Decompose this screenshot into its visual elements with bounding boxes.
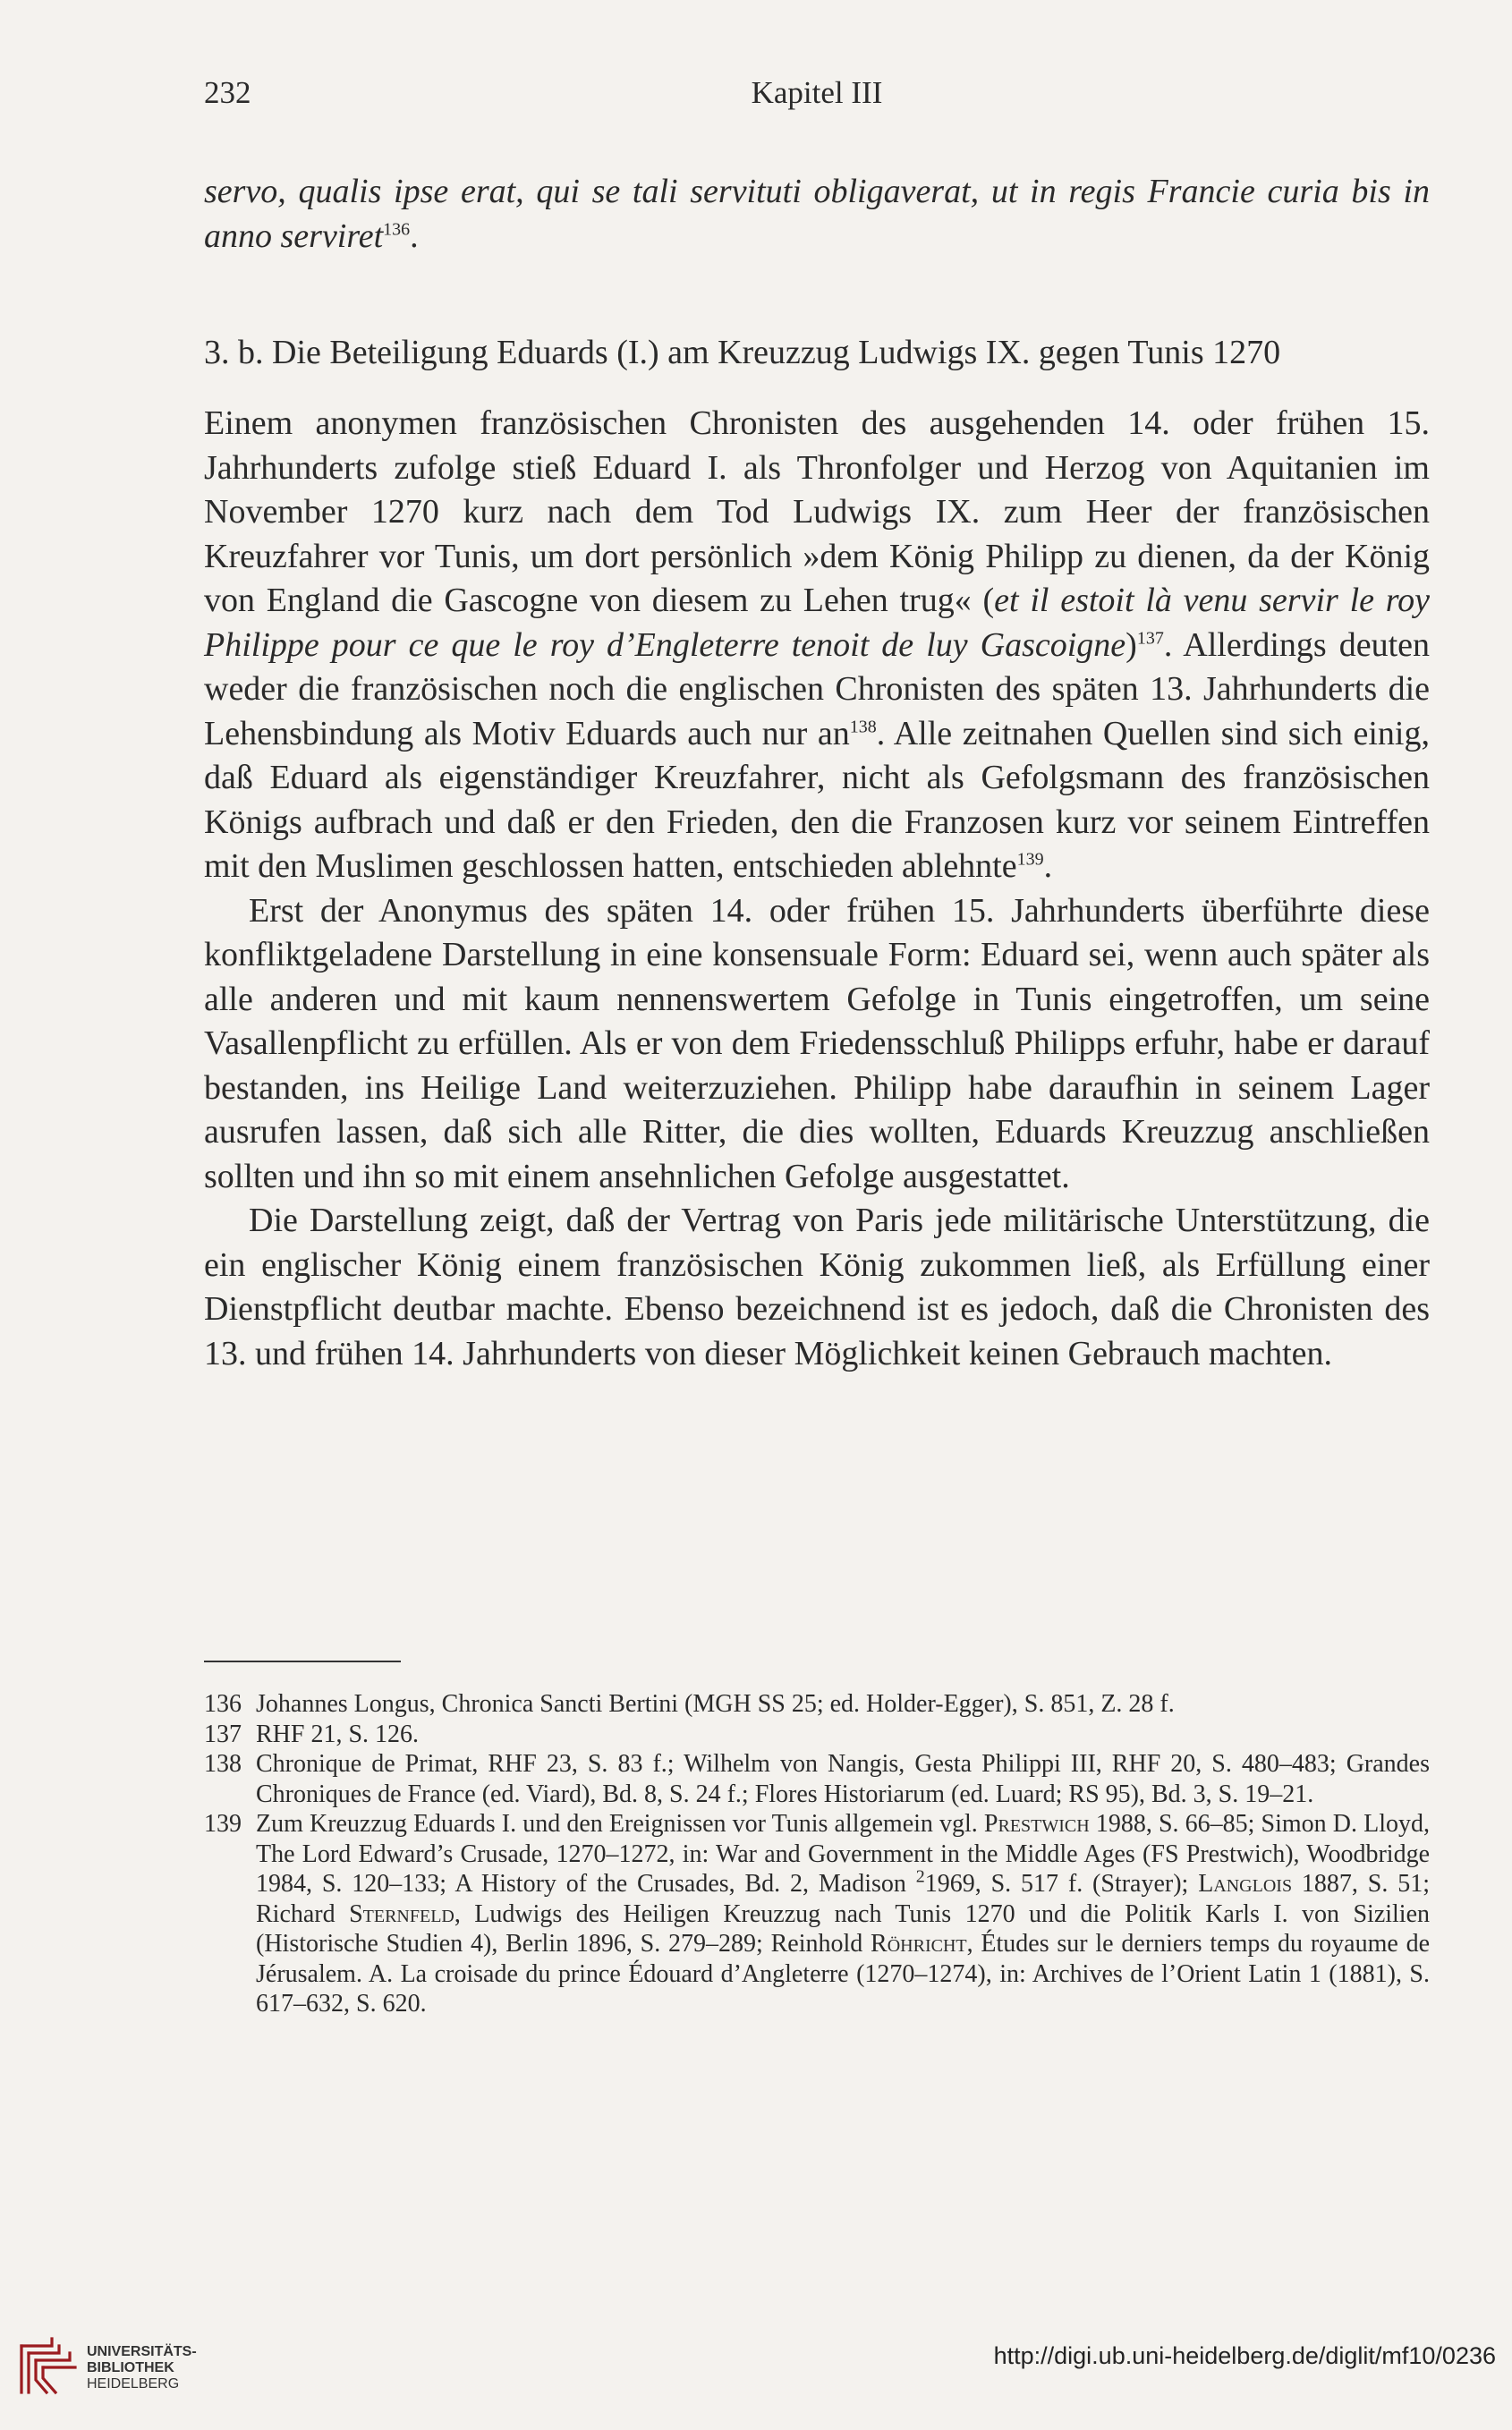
university-library-logo-icon: [16, 2333, 81, 2398]
running-head: Kapitel III: [751, 75, 883, 110]
paragraph-2: Erst der Anonymus des späten 14. oder frühen 15. Jahrhunderts überführte diese konfliktgeladene Darstellung in eine konsensuale Form: Eduard sei, wenn auch später als alle anderen und mit kaum nennenswertem Gefolge in Tunis eingetroffen, um seine Vasallenpflicht zu erfüllen. Als er von dem Friedensschluß Philipps erfuhr, habe er darauf bestanden, ins Heilige Land weiterzuziehen. Philipp habe daraufhin in seinem Lager ausrufen lassen, daß sich alle Ritter, die dies wollten, Eduards Kreuzzug anschließen sollten und ihn so mit einem ansehnlichen Gefolge ausgestattet.: [204, 891, 1430, 1195]
library-name: UNIVERSITÄTS- BIBLIOTHEK HEIDELBERG: [87, 2344, 197, 2392]
page-number: 232: [204, 75, 251, 110]
footnotes: [204, 1689, 1430, 2019]
edition-number: 2: [915, 1866, 925, 1887]
footnote-ref-136[interactable]: 136: [383, 218, 411, 239]
page-header: [204, 75, 1430, 122]
author-name: Langlois: [1198, 1870, 1293, 1898]
footnote-137: 137 RHF 21, S. 126.: [204, 1720, 420, 1748]
paragraph-1: Einem anonymen französischen Chronisten des ausgehenden 14. oder frühen 15. Jahrhunderts zufolge stieß Eduard I. als Thronfolger und Herzog von Aquitanien im November 1270 kurz nach dem Tod Ludwigs IX. zum Heer der französischen Kreuzfahrer vor Tunis, um dort persönlich »dem König Philipp zu dienen, da der König von England die Gascogne von diesem zu Lehen trug« (et il estoit là venu servir le roy Philippe pour ce que le roy d’Engleterre tenoit de luy Gascoigne)$^{137}$. Allerdings deuten weder die französischen noch die englischen Chronisten des späten 13. Jahrhunderts die Lehensbindung als Motiv Eduards auch nur $an^{138}$. Alle zeitnahen Quellen sind sich einig, daß Eduard als eigenständiger Kreuzfahrer, nicht als Gefolgsmann des französischen Königs aufbrach und daß er den Frieden, den die Franzosen kurz vor seinem Eintreffen mit den Muslimen geschlossen hatten, entschieden ablehnte$^{139}$.: [204, 404, 1431, 885]
main-text: [204, 170, 1430, 1376]
footnote-ref-138[interactable]: 138: [849, 716, 877, 736]
section-heading: 3. b. Die Beteiligung Eduards (I.) am Kreuzzug Ludwigs IX. gegen Tunis 1270: [204, 334, 1281, 371]
source-url-link[interactable]: http://digi.ub.uni-heidelberg.de/diglit/mf10/0236: [993, 2342, 1496, 2369]
footnote-138: 138 Chronique de Primat, RHF 23, S. 83 f.; Wilhelm von Nangis, Gesta Philippi III, RHF 20, S. 480–483; Grandes Chroniques de France (ed. Viard), Bd. 8, S. 24 f.; Flores Historiarum (ed. Luard; RS 95), Bd. 3, S. 19–21.: [204, 1750, 1430, 1808]
author-name: Röhricht: [871, 1930, 967, 1958]
paragraph-3: Die Darstellung zeigt, daß der Vertrag von Paris jede militärische Unterstützung, die ein englischer König einem französischen König zukommen ließ, als Erfüllung einer Dienstpflicht deutbar machte. Ebenso bezeichnend ist es jedoch, daß die Chronisten des 13. und frühen 14. Jahrhunderts von dieser Möglichkeit keinen Gebrauch machten.: [204, 1202, 1430, 1372]
footnote-139: 139 Zum Kreuzzug Eduards I. und den Ereignissen vor Tunis allgemein vgl. Prestwich 1988, S. 66–85; Simon D. Lloyd, The Lord Edward’s Crusade, 1270–1272, in: War and Government in the Middle Ages (FS Prestwich), Woodbridge 1984, S. 120–133; A History of the Crusades, Bd. 2, Madison $^2$1969, S. 517 f. (Strayer); Langlois 1887, S. 51; Richard Sternfeld, Ludwigs des Heiligen Kreuzzug nach Tunis 1270 und die Politik Karls I. von Sizilien (Historische Studien 4), Berlin 1896, S. 279–289; Reinhold Röhricht, Études sur le derniers temps du royaume de Jérusalem. A. La croisade du prince Édouard d’Angleterre (1270–1274), in: Archives de l’Orient Latin 1 (1881), S. 617–632, S. 620.: [204, 1810, 1431, 2018]
footnote-ref-137[interactable]: 137: [1136, 627, 1164, 648]
library-footer: [0, 2326, 1512, 2430]
footnote-136: 136 Johannes Longus, Chronica Sancti Bertini (MGH SS 25; ed. Holder-Egger), S. 851, Z. 28 f.: [204, 1690, 1175, 1718]
footnote-divider: [204, 1661, 401, 1662]
footnote-ref-139[interactable]: 139: [1016, 849, 1044, 870]
author-name: Sternfeld: [349, 1899, 454, 1928]
author-name: Prestwich: [983, 1810, 1090, 1838]
latin-quote-continuation: servo, qualis ipse erat, qui se tali servituti obligaverat, ut in regis Francie curia bis in anno serviret$^{136}$.: [204, 173, 1430, 255]
french-quote: et il estoit là venu servir le roy Philippe pour ce que le roy d’Engleterre tenoit de luy Gascoigne: [204, 582, 1431, 664]
